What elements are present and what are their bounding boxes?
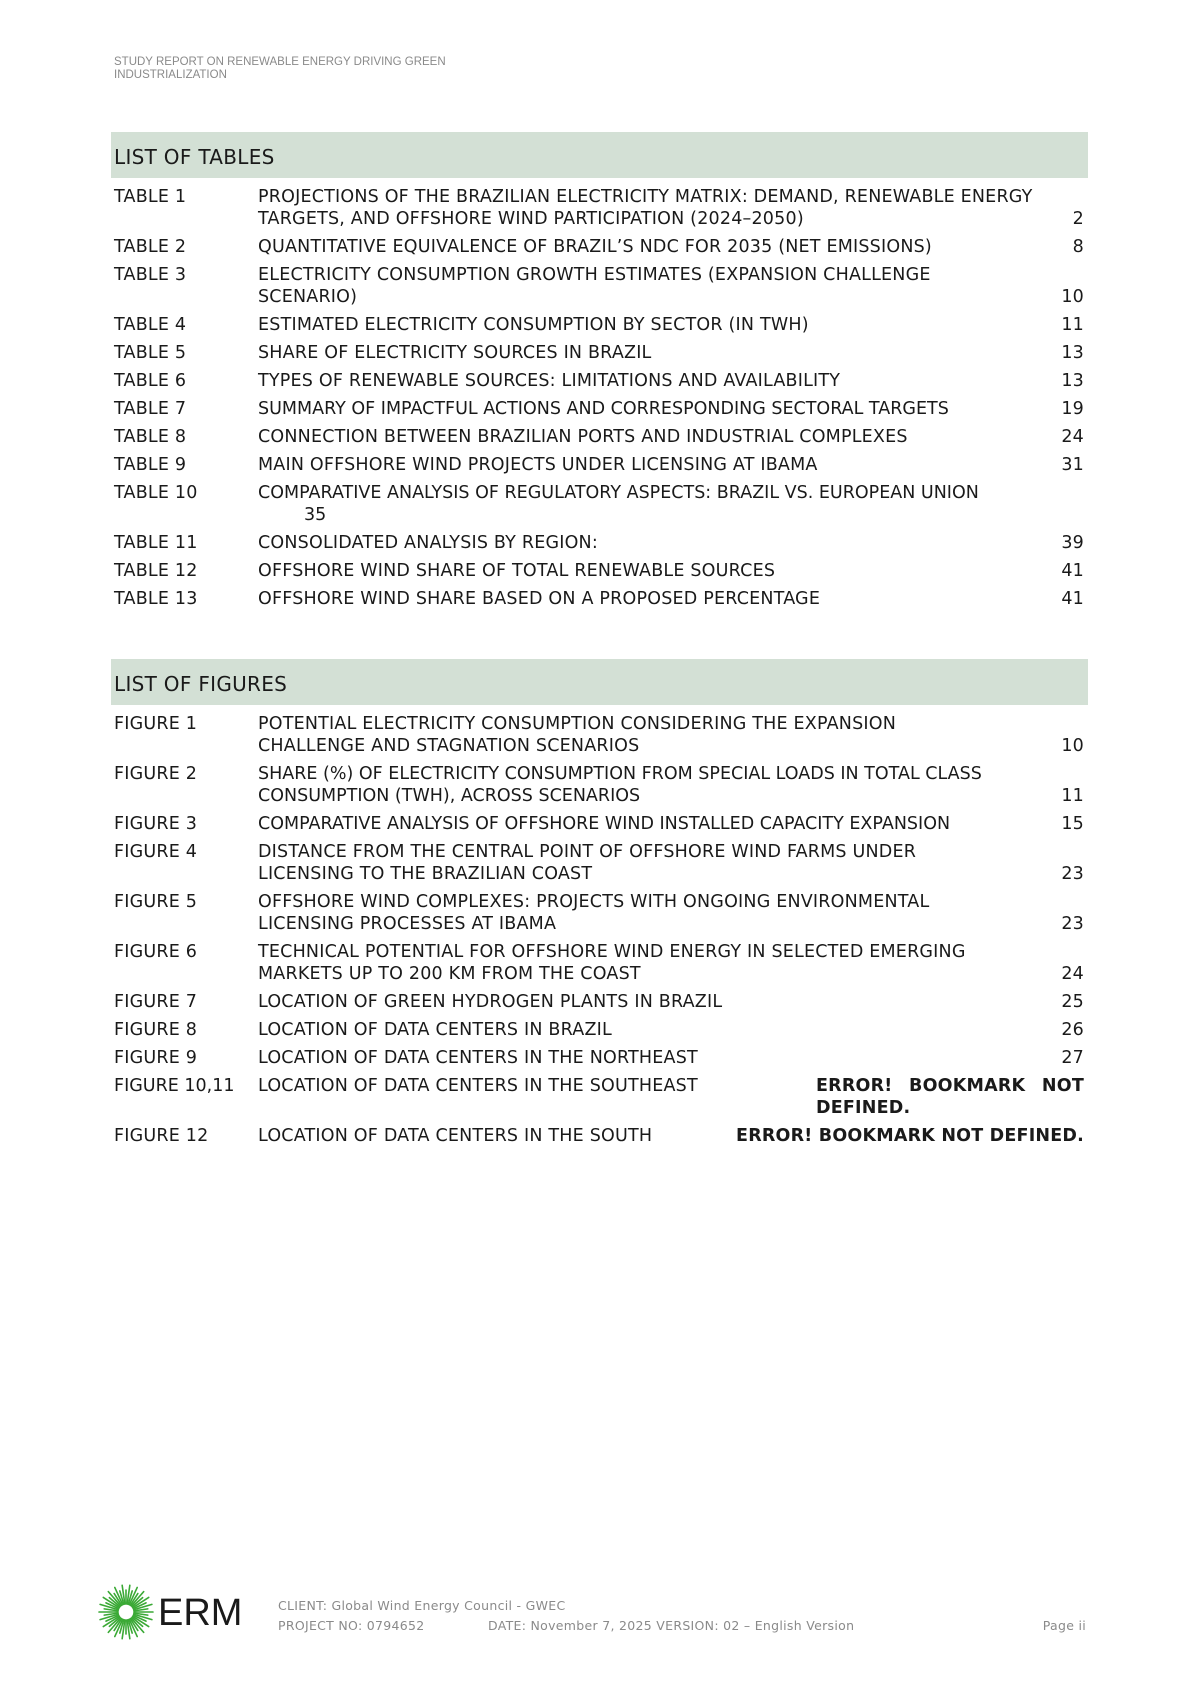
toc-entry-figure-6[interactable] [111, 941, 1088, 985]
footer-text [278, 1596, 1090, 1636]
entry-title: ESTIMATED ELECTRICITY CONSUMPTION BY SECTOR (IN TWH) [258, 315, 809, 335]
footer-page-number: Page ii [1042, 1618, 1086, 1633]
toc-entry-table-3[interactable] [111, 264, 1088, 308]
tables-toc [111, 186, 1088, 610]
entry-label: TABLE 13 [114, 589, 198, 609]
entry-page: 10 [1061, 287, 1084, 307]
entry-page: 31 [1061, 455, 1084, 475]
entry-label: FIGURE 7 [114, 992, 198, 1012]
entry-page: 39 [1061, 533, 1084, 553]
entry-label: TABLE 11 [114, 533, 198, 553]
entry-label: FIGURE 1 [114, 714, 198, 734]
toc-entry-table-8[interactable] [111, 426, 1088, 448]
entry-title: LOCATION OF DATA CENTERS IN THE SOUTH [258, 1126, 653, 1146]
logo-wordmark: ERM [158, 1592, 243, 1634]
toc-entry-figure-1[interactable] [111, 713, 1088, 757]
entry-page: 11 [1061, 315, 1084, 335]
entry-label: TABLE 5 [114, 343, 187, 363]
entry-title: OFFSHORE WIND SHARE OF TOTAL RENEWABLE SOURCES [258, 561, 776, 581]
toc-entry-figure-5[interactable] [111, 891, 1088, 935]
entry-title: DISTANCE FROM THE CENTRAL POINT OF OFFSHORE WIND FARMS UNDER LICENSING TO THE BRAZILIAN COAST [258, 842, 917, 884]
entry-page: 41 [1061, 561, 1084, 581]
entry-title: OFFSHORE WIND COMPLEXES: PROJECTS WITH ONGOING ENVIRONMENTAL LICENSING PROCESSES AT IBAMA [258, 892, 930, 934]
entry-page: 24 [1061, 427, 1084, 447]
running-header [114, 56, 534, 82]
toc-entry-table-2[interactable] [111, 236, 1088, 258]
footer-date-version: DATE: November 7, 2025 VERSION: 02 – English Version [488, 1618, 855, 1633]
entry-label: FIGURE 12 [114, 1126, 209, 1146]
entry-title: SUMMARY OF IMPACTFUL ACTIONS AND CORRESPONDING SECTORAL TARGETS [258, 399, 949, 419]
entry-label: FIGURE 10,11 [114, 1076, 235, 1096]
entry-label: FIGURE 4 [114, 842, 198, 862]
entry-title: LOCATION OF DATA CENTERS IN THE NORTHEAST [258, 1048, 698, 1068]
entry-page: 15 [1061, 814, 1084, 834]
entry-label: TABLE 8 [114, 427, 187, 447]
entry-label: TABLE 2 [114, 237, 187, 257]
entry-page: 13 [1061, 343, 1084, 363]
entry-label: TABLE 6 [114, 371, 187, 391]
entry-title: SHARE OF ELECTRICITY SOURCES IN BRAZIL [258, 343, 652, 363]
toc-entry-figure-2[interactable] [111, 763, 1088, 807]
entry-label: FIGURE 2 [114, 764, 198, 784]
entry-title: TYPES OF RENEWABLE SOURCES: LIMITATIONS AND AVAILABILITY [258, 371, 841, 391]
entry-page: 23 [1061, 914, 1084, 934]
entry-label: TABLE 9 [114, 455, 187, 475]
entry-title: LOCATION OF GREEN HYDROGEN PLANTS IN BRAZIL [258, 992, 723, 1012]
entry-title: COMPARATIVE ANALYSIS OF REGULATORY ASPECTS: BRAZIL VS. EUROPEAN UNION [258, 483, 979, 503]
toc-entry-table-13[interactable] [111, 588, 1088, 610]
toc-entry-table-5[interactable] [111, 342, 1088, 364]
entry-label: TABLE 10 [114, 483, 198, 503]
page-footer [96, 1582, 1090, 1642]
bookmark-error: ERROR! BOOKMARK NOT DEFINED. [736, 1126, 1084, 1146]
toc-entry-table-1[interactable] [111, 186, 1088, 230]
figures-toc [111, 713, 1088, 1147]
entry-page: 8 [1072, 237, 1084, 257]
toc-entry-figure-12[interactable] [111, 1125, 1088, 1147]
list-of-tables [111, 132, 1088, 616]
entry-page: 27 [1061, 1048, 1084, 1068]
entry-page: 19 [1061, 399, 1084, 419]
footer-client: CLIENT: Global Wind Energy Council - GWEC [278, 1598, 566, 1613]
toc-entry-table-9[interactable] [111, 454, 1088, 476]
entry-title: LOCATION OF DATA CENTERS IN BRAZIL [258, 1020, 612, 1040]
toc-entry-table-10[interactable] [111, 482, 1088, 526]
entry-title: COMPARATIVE ANALYSIS OF OFFSHORE WIND INSTALLED CAPACITY EXPANSION [258, 814, 951, 834]
entry-title: MAIN OFFSHORE WIND PROJECTS UNDER LICENSING AT IBAMA [258, 455, 818, 475]
entry-page: 2 [1072, 209, 1084, 229]
header-line-1: STUDY REPORT ON RENEWABLE ENERGY DRIVING GREEN [114, 56, 446, 68]
entry-title: POTENTIAL ELECTRICITY CONSUMPTION CONSIDERING THE EXPANSION CHALLENGE AND STAGNATION SCENARIOS [258, 714, 897, 756]
entry-label: TABLE 4 [114, 315, 187, 335]
toc-entry-table-12[interactable] [111, 560, 1088, 582]
entry-page: 23 [1061, 864, 1084, 884]
bookmark-error: ERROR! BOOKMARK NOT DEFINED. [816, 1076, 1084, 1118]
list-of-figures-title: LIST OF FIGURES [111, 659, 1088, 705]
entry-label: FIGURE 5 [114, 892, 198, 912]
entry-title: OFFSHORE WIND SHARE BASED ON A PROPOSED PERCENTAGE [258, 589, 821, 609]
toc-entry-figure-4[interactable] [111, 841, 1088, 885]
erm-logo [96, 1582, 246, 1642]
entry-title: ELECTRICITY CONSUMPTION GROWTH ESTIMATES (EXPANSION CHALLENGE SCENARIO) [258, 265, 931, 307]
entry-page: 11 [1061, 786, 1084, 806]
entry-title: LOCATION OF DATA CENTERS IN THE SOUTHEAST [258, 1076, 698, 1096]
footer-project: PROJECT NO: 0794652 [278, 1618, 425, 1633]
erm-burst-icon [96, 1582, 246, 1642]
entry-page: 35 [304, 505, 327, 525]
entry-label: FIGURE 3 [114, 814, 198, 834]
toc-entry-figure-3[interactable] [111, 813, 1088, 835]
entry-page: 13 [1061, 371, 1084, 391]
entry-page: 10 [1061, 736, 1084, 756]
entry-title: CONNECTION BETWEEN BRAZILIAN PORTS AND INDUSTRIAL COMPLEXES [258, 427, 908, 447]
list-of-tables-title: LIST OF TABLES [111, 132, 1088, 178]
toc-entry-figure-8[interactable] [111, 1019, 1088, 1041]
entry-page: 26 [1061, 1020, 1084, 1040]
entry-label: TABLE 1 [114, 187, 187, 207]
entry-label: FIGURE 6 [114, 942, 198, 962]
entry-title: TECHNICAL POTENTIAL FOR OFFSHORE WIND ENERGY IN SELECTED EMERGING MARKETS UP TO 200 KM FROM THE COAST [258, 942, 966, 984]
toc-entry-table-4[interactable] [111, 314, 1088, 336]
entry-label: TABLE 12 [114, 561, 198, 581]
entry-title: CONSOLIDATED ANALYSIS BY REGION: [258, 533, 598, 553]
entry-title: SHARE (%) OF ELECTRICITY CONSUMPTION FROM SPECIAL LOADS IN TOTAL CLASS CONSUMPTION (TWH), ACROSS SCENARIOS [258, 764, 982, 806]
list-of-figures [111, 659, 1088, 1153]
toc-entry-table-11[interactable] [111, 532, 1088, 554]
entry-label: FIGURE 8 [114, 1020, 198, 1040]
entry-title: PROJECTIONS OF THE BRAZILIAN ELECTRICITY MATRIX: DEMAND, RENEWABLE ENERGY TARGETS, AND OFFSHORE WIND PARTICIPATION (2024–2050) [258, 187, 1033, 229]
entry-page: 41 [1061, 589, 1084, 609]
entry-page: 25 [1061, 992, 1084, 1012]
entry-title: QUANTITATIVE EQUIVALENCE OF BRAZIL’S NDC FOR 2035 (NET EMISSIONS) [258, 237, 932, 257]
toc-entry-figure-9[interactable] [111, 1047, 1088, 1069]
toc-entry-table-7[interactable] [111, 398, 1088, 420]
toc-entry-figure-10-11[interactable] [111, 1075, 1088, 1119]
entry-label: TABLE 7 [114, 399, 187, 419]
entry-label: TABLE 3 [114, 265, 187, 285]
toc-entry-figure-7[interactable] [111, 991, 1088, 1013]
header-line-2: INDUSTRIALIZATION [114, 69, 227, 81]
entry-label: FIGURE 9 [114, 1048, 198, 1068]
entry-page: 24 [1061, 964, 1084, 984]
toc-entry-table-6[interactable] [111, 370, 1088, 392]
